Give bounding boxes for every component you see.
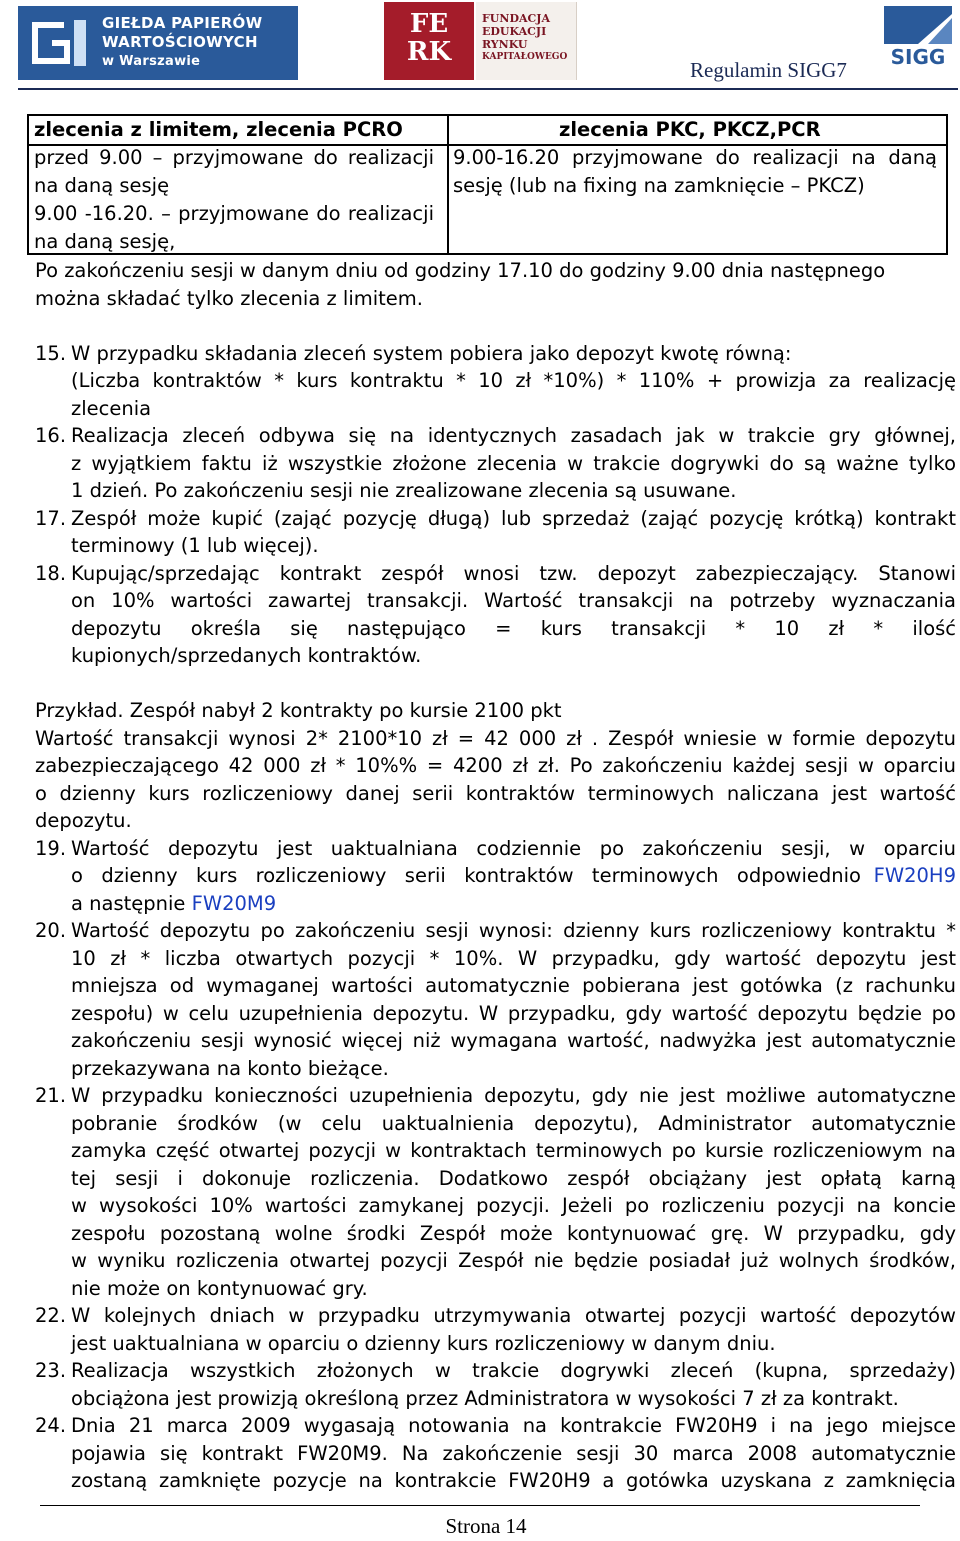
fundacja-line2: EDUKACJI — [482, 25, 547, 38]
item-21-line4: tej sesji i dokonuje rozliczenia. Dodatkowo zespół obciążany jest opłatą karną — [71, 1167, 956, 1190]
item-19-line2: o dzienny kurs rozliczeniowy serii kontraktów terminowych odpowiednio — [71, 864, 861, 887]
item-21-line7: w wyniku rozliczenia otwartej pozycji Zespół nie będzie posiadał już wolnych środków, — [71, 1249, 956, 1272]
fw20m9-link[interactable]: FW20M9 — [191, 892, 277, 915]
item-18-line1: Kupując/sprzedając kontrakt zespół wnosi tzw. depozyt zabezpieczający. Stanowi — [71, 562, 956, 585]
page-header — [0, 0, 960, 84]
table-col1-line4: na daną sesję, — [34, 230, 176, 253]
item-21-line8: nie może on kontynuować gry. — [71, 1277, 368, 1300]
item-24-number: 24. — [35, 1414, 67, 1437]
fundacja-line4: KAPITAŁOWEGO — [482, 52, 568, 62]
item-20-line4: zespołu) w celu uzupełnienia depozytu. W przypadku, gdy wartość depozytu będzie po — [71, 1002, 956, 1025]
item-15-line2: (Liczba kontraktów * kurs kontraktu * 10 zł *10%) * 110% + prowizja za realizację — [71, 369, 956, 392]
item-24-line2: pojawia się kontrakt FW20M9. Na zakończenie sesji 30 marca 2008 automatycznie — [71, 1442, 956, 1465]
item-20-line6: przekazywana na konto bieżące. — [71, 1057, 389, 1080]
table-col2-line1: 9.00-16.20 przyjmowane do realizacji na daną — [453, 146, 937, 169]
item-23-line2: obciążona jest prowizją określoną przez Administratora w wysokości 7 zł za kontrakt. — [71, 1387, 899, 1410]
item-21-line6: zespołu pozostaną wolne środki Zespół może kontynuować grę. W przypadku, gdy — [71, 1222, 956, 1245]
fw20h9-link[interactable]: FW20H9 — [873, 864, 956, 887]
item-20-line3: mniejsza od wymaganej wartości automatycznie pobierana jest gotówka (z rachunku — [71, 974, 956, 997]
example-line5: depozytu. — [35, 809, 132, 832]
gpw-logo-line2: WARTOŚCIOWYCH — [102, 33, 258, 51]
item-18-line4: kupionych/sprzedanych kontraktów. — [71, 644, 422, 667]
item-20-number: 20. — [35, 919, 67, 942]
sigg-logo-text: SIGG — [890, 45, 946, 69]
after-table-line1: Po zakończeniu sesji w danym dniu od godziny 17.10 do godziny 9.00 dnia następnego — [35, 259, 886, 282]
item-18-line3: depozytu określa się następująco = kurs transakcji * 10 zł * ilość — [71, 617, 956, 640]
example-line2: Wartość transakcji wynosi 2* 2100*10 zł = 42 000 zł . Zespół wniesie w formie depozytu — [35, 727, 956, 750]
item-20-line2: 10 zł * liczba otwartych pozycji * 10%. W przypadku, gdy wartość depozytu jest — [71, 947, 956, 970]
item-21-number: 21. — [35, 1084, 67, 1107]
table-header-col1: zlecenia z limitem, zlecenia PCRO — [34, 118, 403, 141]
header-rule — [18, 88, 958, 90]
item-20-line1: Wartość depozytu po zakończeniu sesji wynosi: dzienny kurs rozliczeniowy kontraktu * — [71, 919, 956, 942]
item-17-line1: Zespół może kupić (zająć pozycję długą) lub sprzedaż (zająć pozycję krótką) kontrakt — [71, 507, 956, 530]
sigg-logo — [878, 4, 958, 80]
example-line4: o dzienny kurs rozliczeniowy danej serii kontraktów terminowych naliczana jest wartość — [35, 782, 956, 805]
order-types-table — [27, 114, 948, 255]
item-20-line5: zakończeniu sesji wynosić więcej niż wymagana wartość, nadwyżka jest automatycznie — [71, 1029, 956, 1052]
item-23-line1: Realizacja wszystkich złożonych w trakcie dogrywki zleceń (kupna, sprzedaży) — [71, 1359, 956, 1382]
gpw-emblem-icon — [24, 12, 94, 74]
table-col1-line3: 9.00 -16.20. – przyjmowane do realizacji — [34, 202, 434, 225]
gpw-logo — [18, 6, 298, 80]
item-22-number: 22. — [35, 1304, 67, 1327]
item-21-line1: W przypadku konieczności uzupełnienia depozytu, gdy nie jest możliwe automatyczne — [71, 1084, 956, 1107]
item-15-number: 15. — [35, 342, 67, 365]
example-line3: zabezpieczającego 42 000 zł * 10%% = 4200 zł zł. Po zakończeniu każdej sesji w oparciu — [35, 754, 956, 777]
item-19-number: 19. — [35, 837, 67, 860]
table-col1-line2: na daną sesję — [34, 174, 170, 197]
item-24-line1: Dnia 21 marca 2009 wygasają notowania na kontrakcie FW20H9 i na jego miejsce — [71, 1414, 956, 1437]
item-19-line2-row — [71, 862, 956, 890]
item-17-number: 17. — [35, 507, 67, 530]
item-16-number: 16. — [35, 424, 67, 447]
fundacja-line1: FUNDACJA — [482, 12, 551, 25]
item-21-line5: w wysokości 10% wartości zamykanej pozycji. Jeżeli po rozliczeniu pozycji na koncie — [71, 1194, 956, 1217]
ferk-logo-text: FE RK — [406, 9, 452, 67]
item-15-line1: W przypadku składania zleceń system pobiera jako depozyt kwotę równą: — [71, 342, 792, 365]
item-24-line3: zostaną zamknięte pozycje na kontrakcie FW20H9 a gotówka uzyskana z zamknięcia — [71, 1469, 956, 1492]
table-column-divider — [447, 116, 449, 253]
item-22-line1: W kolejnych dniach w przypadku utrzymywania otwartej pozycji wartość depozytów — [71, 1304, 956, 1327]
item-19-line3-row — [71, 890, 276, 918]
item-23-number: 23. — [35, 1359, 67, 1382]
table-header-col2: zlecenia PKC, PKCZ,PCR — [559, 118, 821, 141]
item-16-line2: z wyjątkiem faktu iż wszystkie złożone zlecenia w trakcie dogrywki do są ważne tylko — [71, 452, 956, 475]
table-col2-line2: sesję (lub na fixing na zamknięcie – PKCZ) — [453, 174, 865, 197]
item-21-line2: pobranie środków (w celu uaktualnienia depozytu), Administrator automatycznie — [71, 1112, 956, 1135]
item-19-line3: a następnie — [71, 892, 186, 915]
example-line1: Przykład. Zespół nabył 2 kontrakty po kursie 2100 pkt — [35, 699, 562, 722]
item-16-line3: 1 dzień. Po zakończeniu sesji nie zrealizowane zlecenia są usuwane. — [71, 479, 737, 502]
page-number: Strona 14 — [445, 1514, 527, 1538]
gpw-logo-line3: w Warszawie — [102, 54, 201, 69]
after-table-line2: można składać tylko zlecenia z limitem. — [35, 287, 424, 310]
item-15-line3: zlecenia — [71, 397, 152, 420]
fundacja-logo — [476, 2, 577, 80]
item-17-line2: terminowy (1 lub więcej). — [71, 534, 319, 557]
fundacja-line3: RYNKU — [482, 38, 528, 51]
item-16-line1: Realizacja zleceń odbywa się na identycznych zasadach jak w trakcie gry głównej, — [71, 424, 956, 447]
item-19-line1: Wartość depozytu jest uaktualniana codziennie po zakończeniu sesji, w oparciu — [71, 837, 956, 860]
item-22-line2: jest uaktualniana w oparciu o dzienny kurs rozliczeniowy w danym dniu. — [71, 1332, 776, 1355]
gpw-logo-line1: GIEŁDA PAPIERÓW — [102, 14, 263, 32]
item-18-line2: on 10% wartości zawartej transakcji. Wartość transakcji na potrzeby wyznaczania — [71, 589, 956, 612]
item-18-number: 18. — [35, 562, 67, 585]
ferk-logo — [384, 2, 474, 80]
document-title: Regulamin SIGG7 — [690, 58, 847, 82]
item-21-line3: zamyka część otwartej pozycji w kontraktach terminowych po kursie rozliczeniowym na — [71, 1139, 956, 1162]
table-col1-line1: przed 9.00 – przyjmowane do realizacji — [34, 146, 434, 169]
footer-rule — [40, 1505, 920, 1506]
